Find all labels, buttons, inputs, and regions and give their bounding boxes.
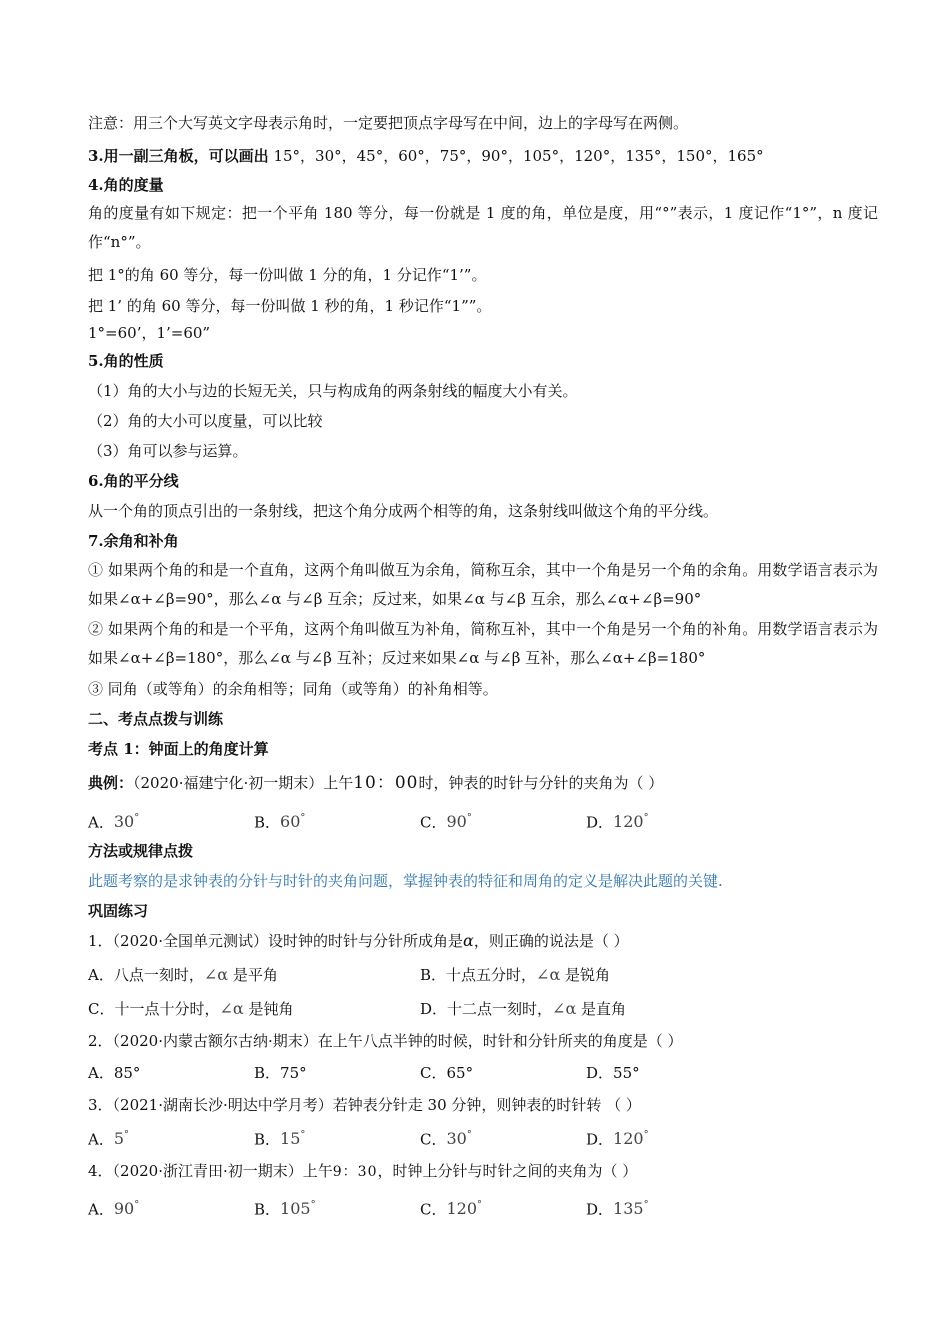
section-3-line bbox=[88, 141, 878, 170]
q3-option-a[interactable]: A．5° bbox=[88, 1129, 130, 1149]
q4-option-b[interactable]: B．105° bbox=[254, 1199, 316, 1219]
part-2-title: 二、考点点拨与训练 bbox=[88, 710, 224, 728]
section-4-paragraph-1: 角的度量有如下规定：把一个平角 180 等分，每一份就是 1 度的角，单位是度，用“°”表示，1 度记作“1°”，n 度记作“n°”。 bbox=[88, 204, 878, 251]
section-3-angles: 15°，30°，45°，60°，75°，90°，105°，120°，135°，150°，165° bbox=[268, 147, 764, 165]
section-4-paragraph-3: 把 1’ 的角 60 等分，每一份叫做 1 秒的角，1 秒记作“1””。 bbox=[88, 297, 492, 315]
method-text: 此题考察的是求钟表的分针与时针的夹角问题，掌握钟表的特征和周角的定义是解决此题的关键. bbox=[88, 872, 723, 890]
q1-option-d[interactable]: D．十二点一刻时，∠α 是直角 bbox=[420, 999, 627, 1018]
section-7-supplementary: ② 如果两个角的和是一个平角，这两个角叫做互为补角，简称互补，其中一个角是另一个角的补角。用数学语言表示为如果∠α+∠β=180°，那么∠α 与∠β 互补；反过来如果∠α 与∠β 互补，那么∠α+∠β=180° bbox=[88, 620, 878, 667]
q3-option-c[interactable]: C．30° bbox=[420, 1129, 472, 1149]
practice-q4-options bbox=[88, 1189, 878, 1223]
section-7-complementary: ① 如果两个角的和是一个直角，这两个角叫做互为余角，简称互余，其中一个角是另一个角的余角。用数学语言表示为如果∠α+∠β=90°，那么∠α 与∠β 互余；反过来，如果∠α 与∠β 互余，那么∠α+∠β=90° bbox=[88, 561, 878, 608]
q2-option-a[interactable]: A．85° bbox=[88, 1064, 141, 1082]
example-question bbox=[88, 768, 878, 802]
q1-option-b[interactable]: B．十点五分时，∠α 是锐角 bbox=[420, 965, 611, 984]
q3-option-d[interactable]: D．120° bbox=[586, 1129, 649, 1149]
section-7-title: 7.余角和补角 bbox=[88, 532, 179, 550]
example-option-c[interactable]: C．90° bbox=[420, 812, 472, 832]
section-5-item-2: （2）角的大小可以度量，可以比较 bbox=[88, 412, 323, 430]
practice-q2-options bbox=[88, 1059, 878, 1087]
practice-q3-options bbox=[88, 1119, 878, 1153]
q1-option-c[interactable]: C．十一点十分时，∠α 是钝角 bbox=[88, 999, 294, 1018]
practice-q4: 4．（2020·浙江青田·初一期末）上午9：30，时钟上分针与时针之间的夹角为（ ） bbox=[88, 1162, 638, 1180]
example-source: （2020·福建宁化·初一期末）上午 bbox=[133, 774, 354, 792]
section-6-title: 6.角的平分线 bbox=[88, 472, 179, 490]
example-option-d[interactable]: D．120° bbox=[586, 812, 649, 832]
section-6-paragraph: 从一个角的顶点引出的一条射线，把这个角分成两个相等的角，这条射线叫做这个角的平分线。 bbox=[88, 502, 719, 520]
section-5-title: 5.角的性质 bbox=[88, 352, 164, 370]
section-7-equal-angles: ③ 同角（或等角）的余角相等；同角（或等角）的补角相等。 bbox=[88, 680, 498, 698]
q2-option-d[interactable]: D．55° bbox=[586, 1064, 640, 1082]
practice-q1-options-row-2 bbox=[88, 992, 878, 1026]
q4-option-c[interactable]: C．120° bbox=[420, 1199, 483, 1219]
practice-q2: 2．（2020·内蒙古额尔古纳·期末）在上午八点半钟的时候，时针和分针所夹的角度是（ ） bbox=[88, 1032, 683, 1050]
section-5-item-3: （3）角可以参与运算。 bbox=[88, 442, 248, 460]
section-4-paragraph-2: 把 1°的角 60 等分，每一份叫做 1 分的角，1 分记作“1’”。 bbox=[88, 266, 487, 284]
example-stem: 时，钟表的时针与分针的夹角为（ ） bbox=[418, 774, 664, 792]
practice-q1: 1．（2020·全国单元测试）设时钟的时针与分针所成角是α，则正确的说法是（ ） bbox=[88, 931, 629, 950]
practice-q1-options-row-1 bbox=[88, 958, 878, 992]
q2-option-b[interactable]: B．75° bbox=[254, 1064, 307, 1082]
example-label: 典例： bbox=[88, 774, 134, 792]
section-5-item-1: （1）角的大小与边的长短无关，只与构成角的两条射线的幅度大小有关。 bbox=[88, 382, 578, 400]
method-title: 方法或规律点拨 bbox=[88, 842, 194, 860]
section-4-title: 4.角的度量 bbox=[88, 176, 164, 194]
practice-q3: 3．（2021·湖南长沙·明达中学月考）若钟表分针走 30 分钟，则钟表的时针转 （ ） bbox=[88, 1096, 641, 1114]
q4-time: 9：30 bbox=[332, 1164, 378, 1180]
document-page bbox=[88, 108, 878, 1223]
q1-option-a[interactable]: A．八点一刻时，∠α 是平角 bbox=[88, 965, 278, 984]
example-option-b[interactable]: B．60° bbox=[254, 812, 306, 832]
q4-option-d[interactable]: D．135° bbox=[586, 1199, 649, 1219]
practice-title: 巩固练习 bbox=[88, 902, 149, 920]
q4-option-a[interactable]: A．90° bbox=[88, 1199, 140, 1219]
example-options bbox=[88, 802, 878, 836]
q2-option-c[interactable]: C．65° bbox=[420, 1064, 474, 1082]
section-3-title: 3.用一副三角板，可以画出 bbox=[88, 147, 269, 165]
example-time: 10：00 bbox=[353, 773, 419, 793]
section-4-formula: 1°=60’，1’=60” bbox=[88, 324, 211, 342]
example-option-a[interactable]: A．30° bbox=[88, 812, 140, 832]
alpha-symbol: α bbox=[463, 931, 474, 950]
note-line: 注意：用三个大写英文字母表示角时，一定要把顶点字母写在中间，边上的字母写在两侧。 bbox=[88, 114, 689, 132]
kaodian-1-title: 考点 1：钟面上的角度计算 bbox=[88, 740, 269, 758]
q3-option-b[interactable]: B．15° bbox=[254, 1129, 306, 1149]
